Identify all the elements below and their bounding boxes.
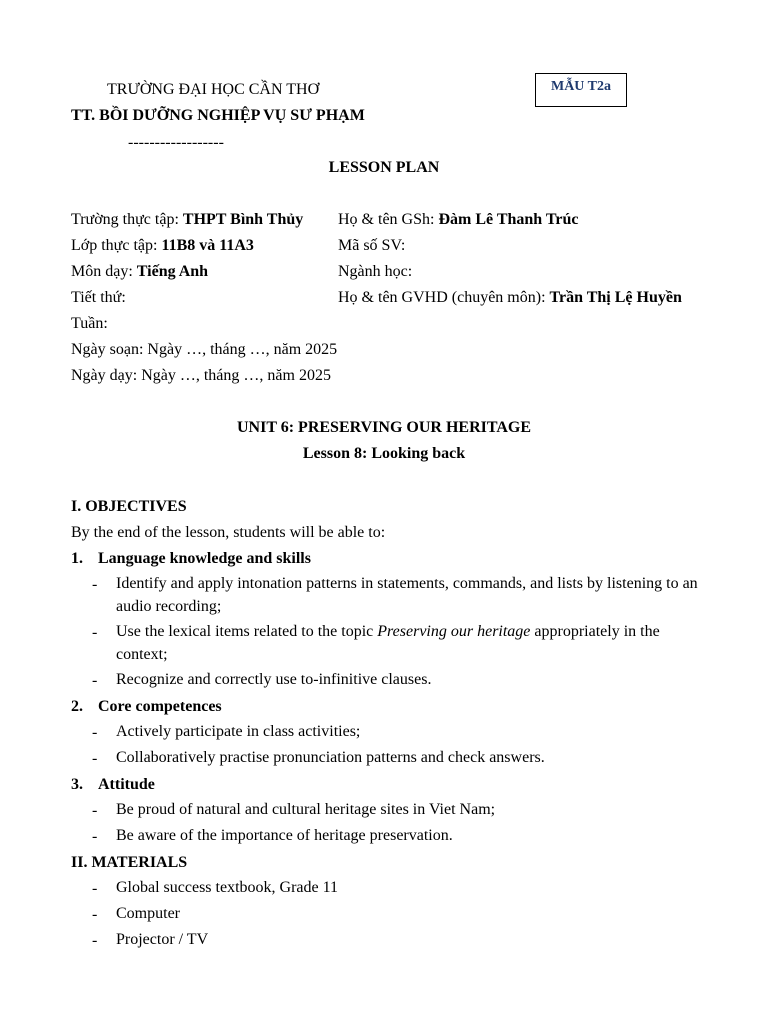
list-item: Projector / TV <box>116 931 209 948</box>
section-number: 3. <box>71 776 83 793</box>
bullet: - <box>92 932 98 949</box>
list-item: Computer <box>116 905 180 922</box>
period-label: Tiết thứ: <box>71 289 126 306</box>
list-item: Collaboratively practise pronunciation patterns and check answers. <box>116 749 545 766</box>
subject-label: Môn dạy: <box>71 263 137 280</box>
list-item: Be aware of the importance of heritage preservation. <box>116 827 453 844</box>
list-item: Be proud of natural and cultural heritage sites in Viet Nam; <box>116 801 496 818</box>
section-title-language: Language knowledge and skills <box>98 550 311 567</box>
subject-value: Tiếng Anh <box>136 263 209 280</box>
document-title: LESSON PLAN <box>328 159 440 176</box>
materials-heading: II. MATERIALS <box>71 854 188 871</box>
form-code: MẪU T2a <box>550 79 612 94</box>
list-item: Identify and apply intonation patterns in statements, commands, and lists by listening to an audio recording; <box>116 575 698 615</box>
bullet: - <box>92 880 98 897</box>
bullet: - <box>92 802 98 819</box>
class-value: 11B8 và 11A3 <box>161 237 254 254</box>
topic-name: Preserving our heritage <box>377 623 531 640</box>
section-number: 1. <box>71 550 83 567</box>
list-item: Recognize and correctly use to-infinitive clauses. <box>116 671 432 688</box>
university-name: TRƯỜNG ĐẠI HỌC CẦN THƠ <box>107 81 320 98</box>
bullet: - <box>92 828 98 845</box>
class-field <box>71 236 254 256</box>
objectives-intro: By the end of the lesson, students will be able to: <box>71 524 386 541</box>
list-item-text: Use the lexical items related to the topic <box>116 623 378 640</box>
supervisor-label: Họ & tên GVHD (chuyên môn): <box>338 289 550 306</box>
subject-field <box>71 262 208 282</box>
major-label: Ngành học: <box>338 263 413 280</box>
student-id-label: Mã số SV: <box>338 237 406 254</box>
school-label: Trường thực tập: <box>71 211 183 228</box>
header-divider: ------------------ <box>128 134 224 151</box>
bullet: - <box>92 576 98 593</box>
prep-date: Ngày soạn: Ngày …, tháng …, năm 2025 <box>71 341 338 358</box>
teach-date: Ngày dạy: Ngày …, tháng …, năm 2025 <box>71 367 331 384</box>
list-item: Global success textbook, Grade 11 <box>116 879 339 896</box>
student-name-field <box>338 210 578 230</box>
school-value: THPT Bình Thủy <box>182 211 304 228</box>
bullet: - <box>92 672 98 689</box>
section-number: 2. <box>71 698 83 715</box>
student-name-label: Họ & tên GSh: <box>338 211 439 228</box>
list-item: Actively participate in class activities; <box>116 723 361 740</box>
form-code-box <box>535 73 627 107</box>
center-name: TT. BỒI DƯỠNG NGHIỆP VỤ SƯ PHẠM <box>71 107 365 124</box>
unit-title: UNIT 6: PRESERVING OUR HERITAGE <box>237 419 531 436</box>
section-title-attitude: Attitude <box>98 776 155 793</box>
bullet: - <box>92 724 98 741</box>
list-item-text: appropriately in the context; <box>116 623 660 663</box>
objectives-heading: I. OBJECTIVES <box>71 498 187 515</box>
list-item <box>116 620 706 666</box>
supervisor-field <box>338 288 682 308</box>
bullet: - <box>92 624 98 641</box>
student-name-value: Đàm Lê Thanh Trúc <box>438 211 579 228</box>
bullet: - <box>92 750 98 767</box>
bullet: - <box>92 906 98 923</box>
lesson-title: Lesson 8: Looking back <box>302 445 466 462</box>
section-title-competences: Core competences <box>98 698 222 715</box>
week-label: Tuần: <box>71 315 108 332</box>
class-label: Lớp thực tập: <box>71 237 162 254</box>
school-field <box>71 210 303 230</box>
supervisor-value: Trần Thị Lệ Huyền <box>549 289 682 306</box>
